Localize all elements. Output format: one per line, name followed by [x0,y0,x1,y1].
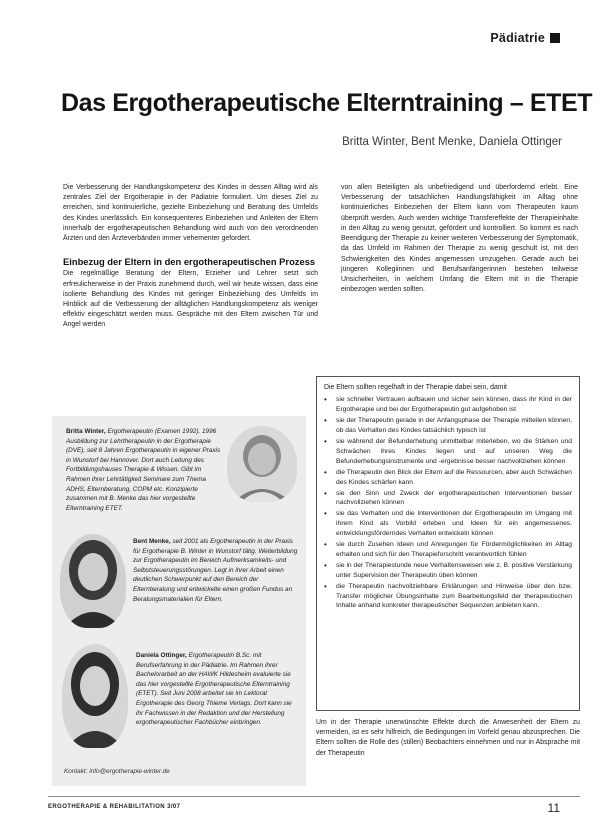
bullet-icon: • [324,395,327,405]
article-title: Das Ergotherapeutische Elterntraining – ETET [61,89,593,117]
bio-name: Britta Winter, [66,428,106,435]
footer-divider [48,796,580,797]
portrait-icon [62,644,128,748]
closing-column [316,718,580,759]
list-item: • sie durch Zusehen Ideen und Anregungen für Fördermöglichkeiten im Alltag erhalten und sich für den Therapieforschritt verantwortlich fühlen [324,540,572,558]
article-authors: Britta Winter, Bent Menke, Daniela Ottinger [342,136,562,148]
author-photo-menke [60,534,126,628]
bullet-icon: • [324,509,327,519]
section-label: Pädiatrie [490,31,545,45]
bio-winter [66,427,226,513]
author-photo-winter [227,426,297,502]
bio-ottinger [136,651,299,728]
list-item: • sie der Therapeutin gerade in der Anfangsphase der Therapie mitteilen können, ob das Verhalten des Kindes tatsächlich typisch ist [324,416,572,435]
info-box-lead: Die Eltern sollten regelhaft in der Therapie dabei sein, damit [324,384,507,391]
bio-name: Daniela Ottinger, [136,652,187,659]
page-number: 11 [547,801,560,815]
intro-paragraph: Die Verbesserung der Handlungskompetenz des Kindes in dessen Alltag wird als zentrales Ziel der Ergotherapie in der Pädiatrie formuliert. Um dieses Ziel zu erreichen, sind kontinuierliche, gezielte Einbeziehung und Beratung des Umfelds des Kindes unerlässlich. Ein konsequenteres Einbeziehen und Anleiten der Eltern innerhalb der ergotherapeutischen Behandlung wird auch von den verordnenden Ärzten und den Ärzteverbänden immer vehementer gefordert. [63,184,318,243]
closing-paragraph: Um in der Therapie unerwünschte Effekte durch die Anwesenheit der Eltern zu vermeiden, ist es sehr hilfreich, die Bedingungen im Vorfeld genau abzusprechen. Die Eltern sollten die Rolle des (stillen) Beobachters einnehmen und nur in Absprache mit der Therapeutin [316,719,580,757]
contact-line: Kontakt: info@ergotherapie-winter.de [64,768,170,775]
bio-text: Ergotherapeutin B.Sc. mit Berufserfahrung in der Pädiatrie. Im Rahmen ihrer Bachelorarbeit an der HAWK Hildesheim evaluierte sie das hier vorgestellte Ergotherapeutische Elterntraining (ETET). Seit Juni 2008 arbeitet sie im Lektorat Ergotherapie des Georg Thieme Verlags. Dort kann sie ihr Fachwissen in der Redaktion und der Herstellung ergotherapeutischer Fachbücher einbringen. [136,652,292,727]
right-paragraph: von allen Beteiligten als unbefriedigend und überfordernd erlebt. Eine Verbesserung der tatsächlichen Handlungsfähigkeit im Alltag ohne kontinuierliches Einbeziehen der Eltern kann vom Therapeuten kaum überprüft werden. Auch werden wichtige Transfereffekte der Therapieinhalte in den Alltag zu wenig genutzt, gefördert und kontrolliert. So kommt es nach Beendigung der Therapie zu keiner weiteren Verbesserung der Symptomatik, da das Umfeld im Rahmen der Therapie zu wenig geschult ist, mit den Schwierigkeiten des Kindes angemessen umzugehen. Gerade auch bei jüngeren Kollegiinnen und Berufsanfängerinnen bestehen teilweise Unsicherheiten, in welchem Umfang die Eltern mit in die Therapie einbezogen werden sollten. [341,184,578,294]
bio-menke [133,537,299,604]
left-column [63,183,318,331]
bio-text: seit 2001 als Ergotherapeutin in der Praxis für Ergotherapie B. Winter in Wunstorf tätig. Weiterbildung zur Ergotherapeutin im Bereich Aufmerksamkeits- und Selbststeuerungsstörungen. Legt in ihrer Arbeit einen deutlichen Schwerpunkt auf den Bereich der Elternberatung und entwickelte einen großen Fundus an Beratungsmaterialien für Eltern. [133,538,298,603]
list-item: • sie schneller Vertrauen aufbauen und sicher sein können, dass ihr Kind in der Ergotherapie und bei der Ergotherapeutin gut aufgehoben ist [324,395,572,414]
list-item: • sie in der Therapiestunde neue Verhaltensweisen wie z. B. positive Verstärkung unter Supervision der Therapeutin üben können [324,560,572,579]
bullet-icon: • [324,560,327,570]
section-heading: Einbezug der Eltern in den ergotherapeutischen Prozess [63,256,316,268]
right-column [341,183,578,295]
list-item: • sie den Sinn und Zweck der ergotherapeutischen Interventionen besser nachvollziehen können [324,488,572,507]
info-box-list [324,395,572,611]
list-item: • die Therapeutin nachvollziehbare Erklärungen und Hinweise über den bzw. Transfer möglicher Übungsinhalte zum Bearbeitungsfeld der therapeutischen Inhalte anhand konkreter therapeutischer Sequenzen anbieten kann. [324,581,572,610]
section-tag [490,31,560,45]
list-item: • sie das Verhalten und die Interventionen der Ergotherapeutin im Umgang mit ihrem Kind als Vorbild erleben und Ideen für ein angemessenes, entwicklungsförderndes Verhalten entwickeln können [324,509,572,538]
body-paragraph: Die regelmäßige Beratung der Eltern, Erzieher und Lehrer setzt sich erfreulicherweise in der Praxis zunehmend durch, weil wir heute wissen, dass eine isolierte Behandlung des Kindes mit geringer Einbeziehung des Umfelds im Hinblick auf die Verbesserung der alltäglichen Handlungskompetenz als weniger effektiv eingeschätzt werden muss. Gespräche mit den Eltern zwischen Tür und Angel werden [63,270,318,329]
portrait-icon [60,534,126,628]
portrait-icon [227,426,297,502]
list-item: • sie während der Befunderhebung unmittelbar miterleben, wo die Stärken und Schwächen ihres Kindes liegen und auf unseren Weg die Befunderhebungsinstrumente und -ergebnisse besser nachvollziehen können [324,436,572,465]
black-square-icon [550,33,560,43]
info-box [316,376,580,711]
bullet-icon: • [324,488,327,498]
bio-text: Ergotherapeutin (Examen 1992). 1996 Ausbildung zur Lehrtherapeutin in der Ergotherapie (DVE), seit 8 Jahren Ergotherapeutin in eigener Praxis in Wunstorf bei Hannover. Dort auch Leitung des Fortbildungshauses Therapie & Wissen. Gibt im Rahmen ihrer Lehrtätigkeit Seminare zum Thema ADHS, Elternberatung, COPM etc. Konzipierte zusammen mit B. Menke das hier vorgestellte Elterntraining ETET. [66,428,221,512]
bullet-icon: • [324,436,327,446]
author-photo-ottinger [62,644,128,748]
bullet-icon: • [324,540,327,550]
bullet-icon: • [324,467,327,477]
list-item: • die Therapeutin den Blick der Eltern auf die Ressourcen, aber auch Schwächen des Kindes schärfen kann [324,467,572,486]
bullet-icon: • [324,416,327,426]
bio-name: Bent Menke, [133,538,171,545]
bullet-icon: • [324,581,327,591]
journal-name: ERGOTHERAPIE & REHABILITATION 3/07 [48,804,181,810]
